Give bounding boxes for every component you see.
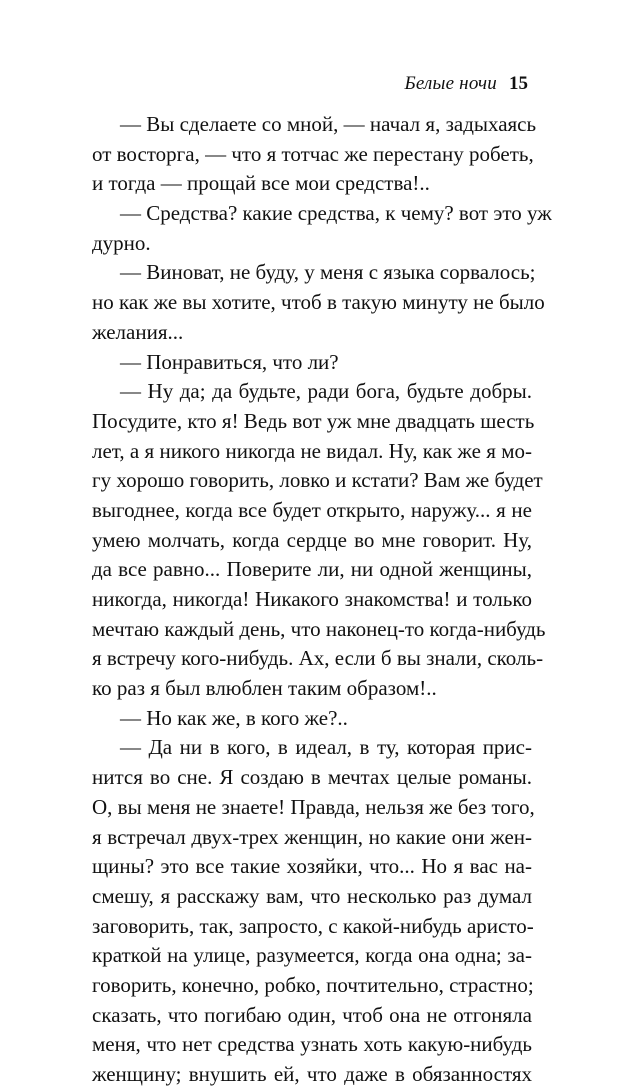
text-line: — Да ни в кого, в идеал, в ту, которая прис- — [120, 735, 532, 760]
text-line: — Вы сделаете со мной, — начал я, задыхаясь — [120, 112, 537, 136]
text-line: от восторга, — что я тотчас же перестану робеть, — [92, 141, 534, 166]
running-title: Белые ночи — [404, 73, 497, 94]
text-line: я встречал двух-трех женщин, но какие они жен- — [92, 824, 532, 849]
text-line: — Средства? какие средства, к чему? вот это уж — [120, 201, 552, 226]
text-line: О, вы меня не знаете! Правда, нельзя же без того, — [92, 794, 535, 819]
text-line: и тогда — прощай все мои средства!.. — [92, 171, 430, 196]
text-line: выгоднее, когда все будет открыто, наружу... я не — [92, 497, 532, 522]
text-line: — Но как же, в кого же?.. — [120, 705, 348, 730]
text-line: смешу, я расскажу вам, что несколько раз думал — [92, 883, 532, 908]
text-line: меня, что нет средства узнать хоть какую-нибудь — [92, 1032, 532, 1057]
text-line: — Ну да; да будьте, ради бога, будьте добры. — [120, 379, 532, 404]
text-line: — Понравиться, что ли? — [120, 349, 339, 374]
text-line: да все равно... Поверите ли, ни одной женщины, — [92, 557, 532, 582]
text-line: я встречу кого-нибудь. Ах, если б вы знали, сколь- — [92, 646, 544, 671]
text-line: гу хорошо говорить, ловко и кстати? Вам же будет — [92, 468, 543, 493]
text-line: Посудите, кто я! Ведь вот уж мне двадцать шесть — [92, 408, 535, 433]
text-line: никогда, никогда! Никакого знакомства! и только — [92, 587, 532, 611]
text-line: дурно. — [92, 230, 151, 255]
text-line: нится во сне. Я создаю в мечтах целые романы. — [92, 765, 532, 790]
body-text — [92, 110, 552, 1090]
text-line: желания... — [92, 319, 184, 344]
text-line: женщину; внушить ей, что даже в обязанностях — [92, 1062, 532, 1086]
text-line: но как же вы хотите, чтоб в такую минуту не было — [92, 290, 545, 315]
page-number: 15 — [509, 73, 528, 94]
text-line: краткой на улице, разумеется, когда она одна; за- — [92, 943, 532, 968]
text-line: умею молчать, когда сердце во мне говорит. Ну, — [92, 527, 532, 552]
text-line: лет, а я никого никогда не видал. Ну, как же я мо- — [92, 438, 532, 463]
text-line: щины? это все такие хозяйки, что... Но я вас на- — [92, 854, 532, 879]
text-line: — Виноват, не буду, у меня с языка сорвалось; — [120, 260, 536, 285]
text-line: мечтаю каждый день, что наконец-то когда-нибудь — [92, 616, 546, 641]
text-line: говорить, конечно, робко, почтительно, страстно; — [92, 972, 534, 997]
text-line: ко раз я был влюблен таким образом!.. — [92, 676, 437, 701]
running-head — [0, 72, 528, 96]
text-line: заговорить, так, запросто, с какой-нибудь аристо- — [92, 913, 534, 938]
text-line: сказать, что погибаю один, чтоб она не отгоняла — [92, 1002, 532, 1027]
